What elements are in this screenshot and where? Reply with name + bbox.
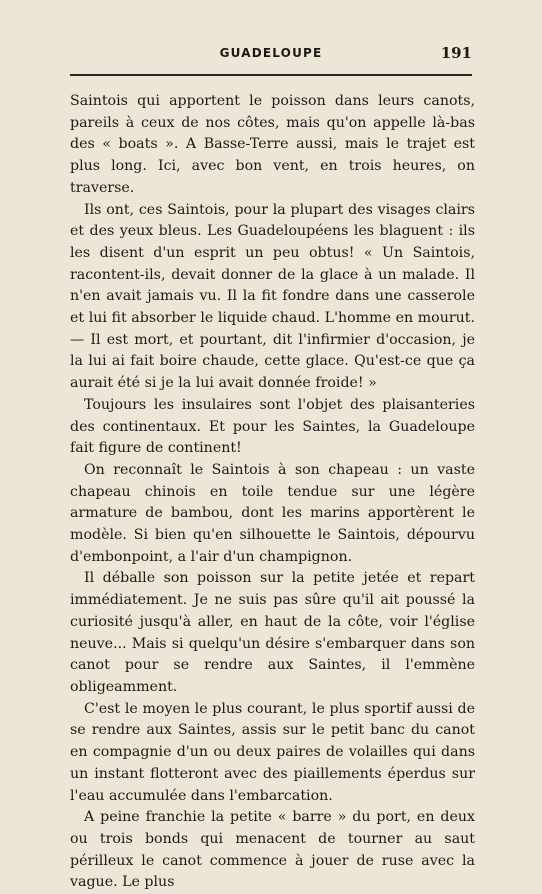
header-rule xyxy=(70,74,472,76)
paragraph: Il déballe son poisson sur la petite jetée et repart immédiatement. Je ne suis pas sûre qu'il ait poussé la curiosité jusqu'à aller, en haut de la côte, voir l'église neuve... Mais si quelqu'un désire s'embarquer dans son canot pour se rendre aux Saintes, il l'emmène obligeamment. xyxy=(70,570,475,695)
paragraph-continued: Saintois qui apportent le poisson dans leurs canots, pareils à ceux de nos côtes, mais qu'on appelle là-bas des « boats ». A Basse-Terre aussi, mais le trajet est plus long. Ici, avec bon vent, en trois heures, on traverse. xyxy=(70,93,475,196)
paragraph: A peine franchie la petite « barre » du port, en deux ou trois bonds qui menacent de tourner au saut périlleux le canot commence à jouer de ruse avec la vague. Le plus xyxy=(70,809,475,891)
body-text xyxy=(70,91,475,894)
paragraph: C'est le moyen le plus courant, le plus sportif aussi de se rendre aux Saintes, assis sur le petit banc du canot en compagnie d'un ou deux paires de volailles qui dans un instant flotteront avec des piaillements éperdus sur l'eau accumulée dans l'embarcation. xyxy=(70,700,475,804)
paragraph: Toujours les insulaires sont l'objet des plaisanteries des continentaux. Et pour les Saintes, la Guadeloupe fait figure de continent! xyxy=(70,396,475,457)
running-title: GUADELOUPE xyxy=(219,46,323,60)
running-header xyxy=(0,44,542,66)
paragraph: Ils ont, ces Saintois, pour la plupart des visages clairs et des yeux bleus. Les Guadeloupéens les blaguent : ils les disent d'un esprit un peu obtus! « Un Saintois, racontent-ils, devait donner de la glace à un malade. Il n'en avait jamais vu. Il la fit fondre dans une casserole et lui fit absorber le liquide chaud. L'homme en mourut. — Il est mort, et pourtant, dit l'infirmier d'occasion, je la lui ai fait boire chaude, cette glace. Qu'est-ce que ça aurait été si je la lui avait donnée froide! » xyxy=(70,201,475,392)
page-number: 191 xyxy=(440,44,472,62)
paragraph: On reconnaît le Saintois à son chapeau : un vaste chapeau chinois en toile tendue sur une légère armature de bambou, dont les marins apportèrent le modèle. Si bien qu'en silhouette le Saintois, dépourvu d'embonpoint, a l'air d'un champignon. xyxy=(70,461,475,565)
